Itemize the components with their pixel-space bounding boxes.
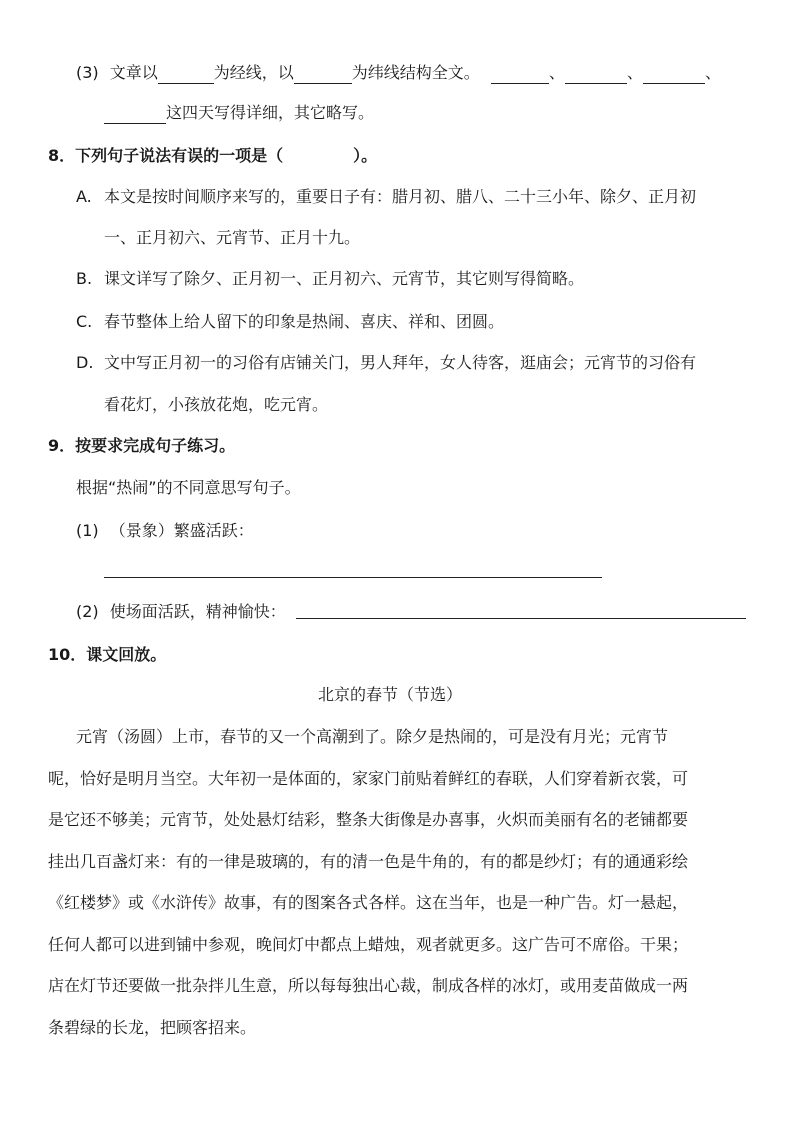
passage-text: 是它还不够美；元宵节，处处悬灯结彩，整条大街像是办喜事，火炽而美丽有名的老铺都要: [48, 810, 689, 829]
q8-option-a-line2: [104, 227, 360, 249]
option-letter: D.: [76, 353, 94, 372]
passage-text: 呢，恰好是明月当空。大年初一是体面的，家家门前贴着鲜红的春联，人们穿着新衣裳，可: [48, 769, 689, 788]
passage-text: 条碧绿的长龙，把顾客招来。: [48, 1018, 257, 1037]
passage-line: [76, 726, 668, 748]
answer-blank[interactable]: [491, 67, 549, 84]
q7-sub3-text-c: 为纬线结构全文。: [351, 63, 480, 82]
separator: 、: [626, 63, 643, 82]
q7-sub3-number: (3): [76, 63, 99, 82]
separator: 、: [704, 63, 721, 82]
q9-sub2-answer-line[interactable]: [296, 618, 746, 619]
q8-option-d[interactable]: [76, 352, 696, 374]
option-text: 文中写正月初一的习俗有店铺关门，男人拜年，女人待客，逛庙会；元宵节的习俗有: [104, 353, 697, 372]
passage-text: 《红楼梦》或《水浒传》故事，有的图案各式各样。这在当年，也是一种广告。灯一悬起，: [48, 893, 689, 912]
answer-blank[interactable]: [643, 67, 705, 84]
q8-title: [48, 145, 377, 167]
q9-sub1-number: (1): [76, 521, 99, 540]
q7-sub3-text-b: 为经线，以: [213, 63, 294, 82]
passage-line: [48, 809, 688, 831]
q7-sub3-line1: [76, 62, 721, 84]
q9-intro-text: 根据“热闹”的不同意思写句子。: [76, 478, 301, 497]
q9-sub2: [76, 601, 286, 623]
answer-blank[interactable]: [158, 67, 214, 84]
q10-title: [48, 644, 166, 666]
option-text: 本文是按时间顺序来写的，重要日子有：腊月初、腊八、二十三小年、除夕、正月初: [104, 187, 697, 206]
passage-text: 任何人都可以进到铺中参观，晚间灯中都点上蜡烛，观者就更多。这广告可不席俗。干果；: [48, 935, 689, 954]
q7-sub3-text-d: 这四天写得详细，其它略写。: [166, 103, 375, 122]
passage-text: 挂出几百盏灯来：有的一律是玻璃的，有的清一色是牛角的，有的都是纱灯；有的通通彩绘: [48, 852, 689, 871]
q9-sub1-answer-line[interactable]: [104, 577, 602, 578]
answer-blank[interactable]: [565, 67, 627, 84]
q9-intro: [76, 477, 301, 499]
answer-blank[interactable]: [294, 67, 352, 84]
passage-line: [48, 892, 688, 914]
q8-option-a[interactable]: [76, 186, 696, 208]
option-text: 春节整体上给人留下的印象是热闹、喜庆、祥和、团圆。: [104, 312, 505, 331]
option-text: 课文详写了除夕、正月初一、正月初六、元宵节，其它则写得简略。: [104, 269, 585, 288]
passage-title-text: 北京的春节（节选）: [318, 685, 463, 704]
q7-sub3-line2: [104, 102, 374, 124]
option-text: 看花灯，小孩放花炮，吃元宵。: [104, 395, 329, 414]
passage-text: 元宵（汤圆）上市，春节的又一个高潮到了。除夕是热闹的，可是没有月光；元宵节: [76, 727, 669, 746]
q9-sub2-number: (2): [76, 602, 99, 621]
q7-sub3-text-a: 文章以: [109, 63, 158, 82]
option-text: 一、正月初六、元宵节、正月十九。: [104, 228, 361, 247]
q9-sub1: [76, 520, 254, 542]
passage-line: [48, 1017, 256, 1039]
passage-line: [48, 851, 688, 873]
option-letter: A.: [76, 187, 92, 206]
option-letter: C.: [76, 312, 93, 331]
q8-option-d-line2: [104, 394, 328, 416]
passage-title: [318, 684, 462, 706]
option-letter: B.: [76, 269, 93, 288]
passage-line: [48, 975, 688, 997]
q10-title-text: 10．课文回放。: [48, 645, 167, 664]
passage-text: 店在灯节还要做一批杂拌儿生意，所以每每独出心裁，制成各样的冰灯，或用麦苗做成一两: [48, 976, 689, 995]
q9-sub2-text: 使场面活跃，精神愉快：: [109, 602, 286, 621]
passage-line: [48, 934, 688, 956]
q9-title-text: 9．按要求完成句子练习。: [48, 436, 236, 455]
q9-title: [48, 435, 235, 457]
q8-option-b[interactable]: [76, 268, 584, 290]
q8-option-c[interactable]: [76, 311, 504, 333]
separator: 、: [548, 63, 565, 82]
q8-title-text: 8．下列句子说法有误的一项是（: [48, 146, 284, 165]
answer-blank[interactable]: [104, 107, 166, 124]
q9-sub1-text: （景象）繁盛活跃：: [109, 521, 254, 540]
q8-title-end: ）。: [353, 146, 378, 165]
passage-line: [48, 768, 688, 790]
